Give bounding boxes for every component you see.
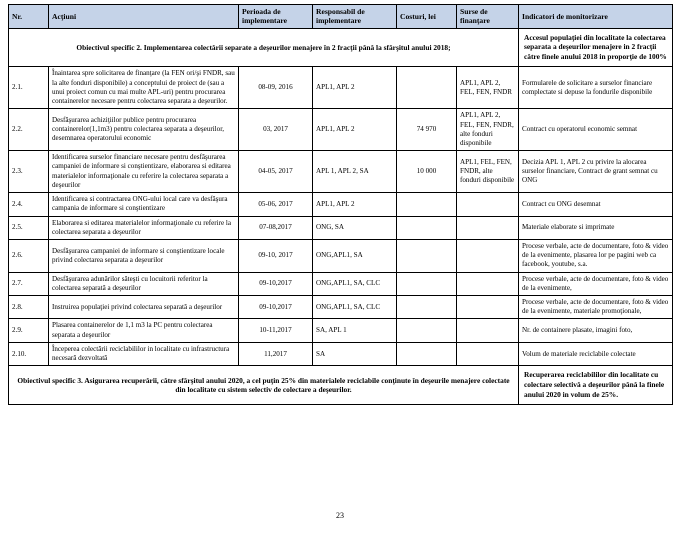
table-row [9,296,673,319]
row-responsabil: APL 1, APL 2, SA [313,151,397,193]
row-nr: 2.9. [9,319,49,342]
row-indicatori: Procese verbale, acte de documentare, foto & video de la evenimente, materiale promoţionale, [519,296,673,319]
row-nr: 2.10. [9,342,49,365]
row-actiuni: Desfăşurarea achiziţiilor publice pentru procurarea containerelor(1,1m3) pentru colectarea separata a deşeurilor, desemnarea operatorului economic [49,109,239,151]
row-nr: 2.7. [9,272,49,295]
row-costuri [397,296,457,319]
row-nr: 2.8. [9,296,49,319]
header-perioada: Perioada de implementare [239,5,313,29]
row-surse [457,216,519,239]
header-actiuni: Acţiuni [49,5,239,29]
row-responsabil: APL1, APL 2 [313,67,397,109]
row-nr: 2.5. [9,216,49,239]
header-row [9,5,673,29]
row-costuri [397,67,457,109]
row-surse [457,272,519,295]
row-costuri [397,319,457,342]
row-nr: 2.3. [9,151,49,193]
action-plan-table [8,4,673,405]
header-costuri: Costuri, lei [397,5,457,29]
row-perioada: 09-10, 2017 [239,239,313,272]
row-surse [457,193,519,216]
table-row [9,342,673,365]
row-indicatori: Contract cu ONG desemnat [519,193,673,216]
row-perioada: 07-08,2017 [239,216,313,239]
header-responsabil: Responsabil de implementare [313,5,397,29]
row-responsabil: ONG,APL1, SA, CLC [313,296,397,319]
row-costuri [397,342,457,365]
row-surse [457,342,519,365]
row-costuri [397,216,457,239]
row-indicatori: Procese verbale, acte de documentare, foto & video de la evenimente, plasarea lor pe pagini web ca facebook, youtube, s.a. [519,239,673,272]
row-actiuni: Identificarea surselor financiare necesare pentru desfăşurarea campaniei de informare si conştientizare, elaborarea si editarea materialelor informaţionale cu referire la colectarea separata a deşeurilor [49,151,239,193]
row-actiuni: Desfăşurarea adunărilor săteşti cu locuitorii referitor la colectarea separată a deşeurilor [49,272,239,295]
table-row [9,272,673,295]
row-responsabil: ONG,APL1, SA, CLC [313,272,397,295]
row-surse [457,239,519,272]
row-actiuni: Plasarea containerelor de 1,1 m3 la PC pentru colectarea separata a deşeurilor [49,319,239,342]
row-costuri: 74 970 [397,109,457,151]
row-perioada: 10-11,2017 [239,319,313,342]
objective-2-indicator: Accesul populaţiei din localitate la colectarea separata a deşeurilor menajere in 2 fracţii către finele anului 2018 in proporţie de 100% [519,28,673,67]
row-costuri [397,239,457,272]
row-actiuni: Elaborarea si editarea materialelor informaţionale cu referire la colectarea separata a deşeurilor [49,216,239,239]
row-actiuni: Instruirea populaţiei privind colectarea separată a deşeurilor [49,296,239,319]
table-row [9,67,673,109]
row-actiuni: Înaintarea spre solicitarea de finanţare (la FEN ori/şi FNDR, sau la alte fonduri disponibile) a conceptului de proiect de (sau a unui proiect comun cu mai multe APL-uri) pentru procurarea containerelor necesare pentru colectarea separata a deşeurilor. [49,67,239,109]
objective-3-text: Obiectivul specific 3. Asigurarea recuperării, către sfârşitul anului 2020, a cel puţin 25% din materialele reciclabile conţinute în deşeurile menajere colectate din localitate cu sistem selectiv de colectare a deşeurilor. [9,366,519,405]
row-responsabil: APL1, APL 2 [313,109,397,151]
row-responsabil: SA [313,342,397,365]
row-costuri [397,272,457,295]
row-surse [457,319,519,342]
row-perioada: 11,2017 [239,342,313,365]
header-surse: Surse de finanţare [457,5,519,29]
table-row [9,193,673,216]
row-perioada: 09-10,2017 [239,296,313,319]
row-costuri: 10 000 [397,151,457,193]
table-row [9,216,673,239]
row-actiuni: Începerea colectării reciclabililor in localitate cu infrastructura necesară dezvoltată [49,342,239,365]
table-row [9,109,673,151]
row-surse [457,296,519,319]
table-body [9,28,673,405]
row-perioada: 04-05, 2017 [239,151,313,193]
row-nr: 2.1. [9,67,49,109]
row-nr: 2.4. [9,193,49,216]
row-actiuni: Desfăşurarea campaniei de informare si conştientizare locale privind colectarea separata a deşeurilor [49,239,239,272]
row-surse: APL1, FEL, FEN, FNDR, alte fonduri disponibile [457,151,519,193]
row-indicatori: Nr. de containere plasate, imagini foto, [519,319,673,342]
objective-3-indicator: Recuperarea reciclabililor din localitate cu colectare selectivă a deşeurilor până la finele anului 2020 in volum de 25%. [519,366,673,405]
row-nr: 2.6. [9,239,49,272]
objective-2-text: Obiectivul specific 2. Implementarea colectării separate a deşeurilor menajere în 2 fracţii până la sfârşitul anului 2018; [9,28,519,67]
row-indicatori: Materiale elaborate si imprimate [519,216,673,239]
row-indicatori: Formularele de solicitare a surselor financiare complectate si depuse la fondurile disponibile [519,67,673,109]
row-perioada: 09-10,2017 [239,272,313,295]
table-header [9,5,673,29]
row-surse: APL1, APL 2, FEL, FEN, FNDR [457,67,519,109]
header-indicatori: Indicatori de monitorizare [519,5,673,29]
row-responsabil: ONG, SA [313,216,397,239]
row-actiuni: Identificarea si contractarea ONG-ului local care va desfăşura campania de informare si conştientizare [49,193,239,216]
row-nr: 2.2. [9,109,49,151]
table-row [9,239,673,272]
row-indicatori: Procese verbale, acte de documentare, foto & video de la evenimente, [519,272,673,295]
table-row [9,319,673,342]
row-indicatori: Decizia APL 1, APL 2 cu privire la alocarea surselor financiare, Contract de grant semnat cu ONG [519,151,673,193]
row-indicatori: Contract cu operatorul economic semnat [519,109,673,151]
row-indicatori: Volum de materiale reciclabile colectate [519,342,673,365]
header-nr: Nr. [9,5,49,29]
row-responsabil: APL1, APL 2 [313,193,397,216]
row-costuri [397,193,457,216]
row-perioada: 08-09, 2016 [239,67,313,109]
row-responsabil: SA, APL 1 [313,319,397,342]
row-surse: APL1, APL 2, FEL, FEN, FNDR, alte fonduri disponibile [457,109,519,151]
row-perioada: 03, 2017 [239,109,313,151]
row-perioada: 05-06, 2017 [239,193,313,216]
objective-row-2 [9,28,673,67]
row-responsabil: ONG,APL1, SA [313,239,397,272]
objective-row-3 [9,366,673,405]
page-number: 23 [336,511,344,520]
table-row [9,151,673,193]
